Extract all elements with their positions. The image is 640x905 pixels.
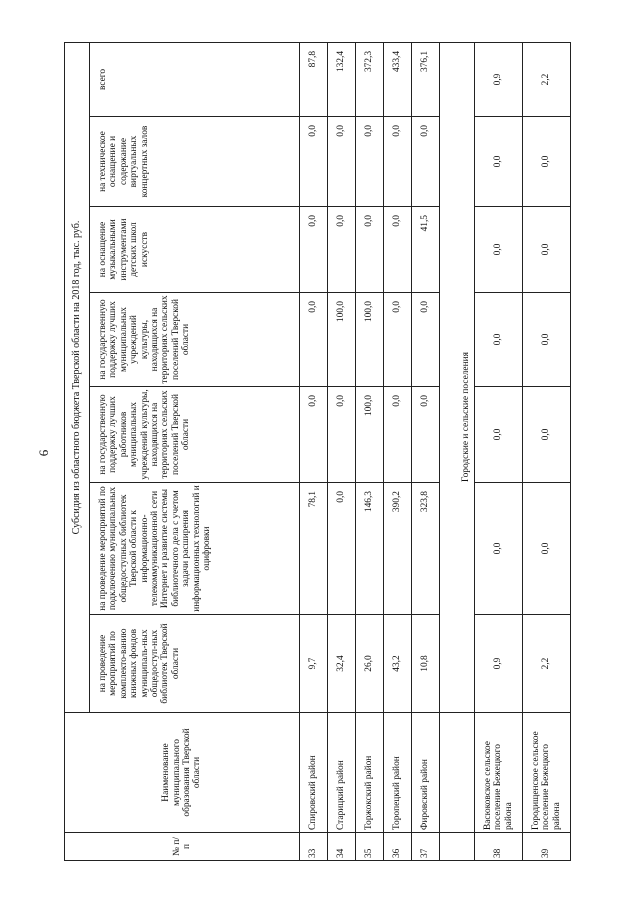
row-value-c4: 100,0 bbox=[328, 293, 356, 387]
row-name: Фировский район bbox=[412, 713, 440, 833]
row-value-c2: 0,0 bbox=[328, 483, 356, 615]
section-spacer bbox=[440, 833, 475, 861]
row-value-c3: 0,0 bbox=[384, 387, 412, 483]
row-value-c1: 10,8 bbox=[412, 615, 440, 713]
header-c5: на оснащение музыкальными инструментами детских школ искусств bbox=[90, 207, 300, 293]
row-value-c7: 132,4 bbox=[328, 42, 356, 116]
header-c6: на техническое оснащение и содержание виртуальных концертных залов bbox=[90, 117, 300, 207]
table-row bbox=[328, 42, 356, 860]
row-value-c5: 0,0 bbox=[300, 207, 328, 293]
header-name: Наименование муниципального образования Тверской области bbox=[65, 713, 300, 833]
section-title: Городские и сельские поселения bbox=[440, 42, 475, 712]
row-value-c5: 0,0 bbox=[475, 207, 523, 293]
row-value-c3: 0,0 bbox=[475, 387, 523, 483]
rows-settlements bbox=[475, 42, 571, 860]
subsidy-table bbox=[64, 42, 571, 861]
document-sheet bbox=[64, 43, 562, 861]
page-number: 6 bbox=[36, 449, 51, 457]
row-value-c3: 0,0 bbox=[300, 387, 328, 483]
row-name: Спировский район bbox=[300, 713, 328, 833]
row-value-c3: 100,0 bbox=[356, 387, 384, 483]
row-number: 38 bbox=[475, 833, 523, 861]
row-value-c1: 32,4 bbox=[328, 615, 356, 713]
row-name: Торжокский район bbox=[356, 713, 384, 833]
header-c2: на проведение мероприятий по подключению муниципальных общедоступных библиотек Тверской области к информационно-телекоммуникационной сети Интернет и развитие системы библиотечного дела с учетом задачи расширения информационных технологий и оцифровки bbox=[90, 483, 300, 615]
rows-districts bbox=[300, 42, 440, 860]
header-c1: на проведение мероприятий по комплекто-ванию книжных фондов муниципаль-ных общедоступ-ных библиотек Тверской области bbox=[90, 615, 300, 713]
row-value-c4: 0,0 bbox=[384, 293, 412, 387]
rotated-table-container bbox=[64, 43, 562, 861]
row-value-c4: 100,0 bbox=[356, 293, 384, 387]
row-value-c4: 0,0 bbox=[475, 293, 523, 387]
row-value-c2: 146,3 bbox=[356, 483, 384, 615]
row-value-c7: 0,9 bbox=[475, 42, 523, 116]
row-name: Васюковское сельское поселение Бежецкого района bbox=[475, 713, 523, 833]
row-value-c2: 0,0 bbox=[523, 483, 571, 615]
row-value-c7: 376,1 bbox=[412, 42, 440, 116]
row-value-c1: 9,7 bbox=[300, 615, 328, 713]
row-value-c6: 0,0 bbox=[475, 117, 523, 207]
row-value-c7: 2,2 bbox=[523, 42, 571, 116]
row-name: Городищенское сельское поселение Бежецкого района bbox=[523, 713, 571, 833]
row-value-c1: 0,9 bbox=[475, 615, 523, 713]
row-value-c6: 0,0 bbox=[523, 117, 571, 207]
table-row bbox=[384, 42, 412, 860]
row-value-c3: 0,0 bbox=[412, 387, 440, 483]
row-value-c7: 433,4 bbox=[384, 42, 412, 116]
row-number: 36 bbox=[384, 833, 412, 861]
row-value-c3: 0,0 bbox=[523, 387, 571, 483]
row-value-c2: 78,1 bbox=[300, 483, 328, 615]
table-row bbox=[356, 42, 384, 860]
section-spacer bbox=[440, 713, 475, 833]
row-value-c6: 0,0 bbox=[356, 117, 384, 207]
row-number: 37 bbox=[412, 833, 440, 861]
header-c3: на государственную поддержку лучших работников муниципальных учреждений культуры, находящихся на территориях сельских поселений Тверской области bbox=[90, 387, 300, 483]
row-value-c4: 0,0 bbox=[523, 293, 571, 387]
table-row bbox=[523, 42, 571, 860]
header-c7: всего bbox=[90, 42, 300, 116]
header-c4: на государственную поддержку лучших муниципальных учреждений культуры, находящихся на территориях сельских поселений Тверской области bbox=[90, 293, 300, 387]
row-number: 34 bbox=[328, 833, 356, 861]
row-value-c1: 26,0 bbox=[356, 615, 384, 713]
row-value-c5: 0,0 bbox=[384, 207, 412, 293]
table-row bbox=[412, 42, 440, 860]
row-value-c5: 0,0 bbox=[356, 207, 384, 293]
row-value-c1: 43,2 bbox=[384, 615, 412, 713]
header-num: № п/п bbox=[65, 833, 300, 861]
row-number: 35 bbox=[356, 833, 384, 861]
table-row bbox=[300, 42, 328, 860]
row-value-c6: 0,0 bbox=[384, 117, 412, 207]
row-value-c6: 0,0 bbox=[412, 117, 440, 207]
row-value-c4: 0,0 bbox=[300, 293, 328, 387]
table-row bbox=[475, 42, 523, 860]
row-number: 39 bbox=[523, 833, 571, 861]
row-value-c2: 390,2 bbox=[384, 483, 412, 615]
row-value-c4: 0,0 bbox=[412, 293, 440, 387]
row-value-c5: 0,0 bbox=[328, 207, 356, 293]
row-value-c1: 2,2 bbox=[523, 615, 571, 713]
row-value-c5: 0,0 bbox=[523, 207, 571, 293]
row-value-c7: 372,3 bbox=[356, 42, 384, 116]
row-value-c2: 323,8 bbox=[412, 483, 440, 615]
row-value-c5: 41,5 bbox=[412, 207, 440, 293]
row-name: Торопецкий район bbox=[384, 713, 412, 833]
row-value-c2: 0,0 bbox=[475, 483, 523, 615]
table-caption: Субсидия из областного бюджета Тверской области на 2018 год, тыс. руб. bbox=[65, 42, 90, 712]
row-value-c3: 0,0 bbox=[328, 387, 356, 483]
row-value-c6: 0,0 bbox=[328, 117, 356, 207]
row-value-c6: 0,0 bbox=[300, 117, 328, 207]
row-name: Старицкий район bbox=[328, 713, 356, 833]
row-value-c7: 87,8 bbox=[300, 42, 328, 116]
row-number: 33 bbox=[300, 833, 328, 861]
